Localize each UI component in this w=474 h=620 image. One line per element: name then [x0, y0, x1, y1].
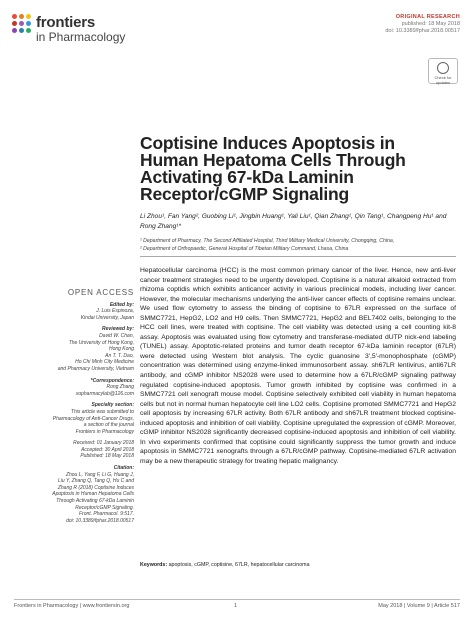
article-title: Coptisine Induces Apoptosis in Human Hepatoma Cells Through Activating 67-kDa Laminin Receptor/cGMP Signaling	[140, 133, 406, 204]
logo-line1: frontiers	[36, 14, 96, 31]
article-type: ORIGINAL RESEARCH	[395, 14, 460, 20]
specialty-section-text: This article was submitted to Pharmacology of Anti-Cancer Drugs, a section of the journal Frontiers in Pharmacology	[52, 408, 134, 435]
keywords	[140, 562, 456, 568]
author-list[interactable]: Li Zhou¹, Fan Yang², Guobing Li¹, Jingbin Huang¹, Yali Liu¹, Qian Zhang¹, Qin Tang¹, Changpeng Hu¹ and Rong Zhang¹*	[140, 213, 447, 230]
logo-line2: in Pharmacology	[36, 30, 126, 44]
reviewed-by-text: David W. Chan, The University of Hong Kong, Hong Kong An T. T. Dao, Ho Chi Minh City Medicine and Pharmacy University, Vietnam	[57, 332, 134, 372]
check-label: Check for updates	[434, 75, 452, 85]
correspondence-block	[38, 378, 134, 398]
affiliation-2: ² Department of Orthopaedic, General Hospital of Tibetan Military Command, Lhasa, China	[140, 245, 349, 252]
citation-text: Zhou L, Yang F, Li G, Huang J, Liu Y, Zhang Q, Tang Q, Hu C and Zhang R (2018) Coptisine Induces Apoptosis in Human Hepatoma Cells Through Activating 67-kDa Laminin Receptor/cGMP Signaling. Front. Pharmacol. 9:517. doi: 10.3389/fphar.2018.00517	[52, 471, 134, 524]
page-number: 1	[234, 603, 238, 609]
reviewed-by-block	[38, 326, 134, 372]
edited-by-text: J. Luis Espinoza, Kindai University, Japan	[80, 308, 134, 321]
abstract-text: Hepatocellular carcinoma (HCC) is the most common primary cancer of the liver. Hence, new anti-liver cancer treatment strategies need to be urgently developed. Coptisine is a natural alkaloid extracted from rhizoma coptidis which exhibits anticancer activity in various preclinical models, including liver cancer. However, the molecular mechanisms underlying the anti-liver cancer effects of coptisine remains unclear. We used flow cytometry to assess the binding of coptisine to 67LR expressed on the surface of SMMC7721, HepG2, LO2 and H9 cells. Then SMMC7721, HepG2 and BEL7402 cells, belonging to the HCC cell lines, were treated with coptisine. The cell viability was detected using a cell counting kit-8 assay. Apoptosis was evaluated using flow cytometry and transferase-mediated dUTP nick-end labeling (TUNEL) assay. Apoptotic-related proteins and tumor death receptor 67-kDa laminin receptor (67LR) were detected using Western blot analysis. The cyclic guanosine 3′,5′-monophosphate (cGMP) concentration was determined using enzyme-linked immunosorbent assay. sh67LR lentivirus, anti67LR antibody, and cGMP inhibitor NS2028 were used to determine how a 67LR/cGMP signaling pathway regulated coptisine-induced apoptosis. Tumor growth inhibited by coptisine was confirmed in a SMMC7721 cell xenograft mouse model. Coptisine selectively exhibited cell viability in human hepatoma cells but not in normal human hepatocyte cell line LO2 cells. Coptisine promoted SMMC7721 and HepG2 cell apoptosis by increasing 67LR activity. Both 67LR antibody and sh67LR treatment blocked coptisine-induced apoptosis and inhibition of cell viability. Coptisine upregulated the expression of cGMP. Moreover, cGMP inhibitor NS2028 significantly decreased coptisine-induced apoptosis and inhibition of cell viability. In vivo experiments confirmed that coptisine could significantly suppress the tumor growth and induce apoptosis in SMMC7721 xenografts through a 67LR/cGMP pathway. Coptisine-mediated 67LR activation may be a new therapeutic strategy for treating hepatic malignancy.	[140, 267, 456, 465]
article-info-sidebar	[38, 290, 134, 529]
correspondence-label: *Correspondence:	[90, 377, 134, 384]
correspondence-text[interactable]: Rong Zhang xopharmacylab@126.com	[75, 384, 134, 397]
reviewed-by-label: Reviewed by:	[102, 326, 134, 333]
specialty-section-label: Specialty section:	[91, 402, 134, 409]
edited-by-label: Edited by:	[109, 301, 134, 308]
article-doi[interactable]: doi: 10.3389/fphar.2018.00517	[385, 28, 460, 34]
keywords-label: Keywords:	[140, 562, 168, 568]
open-access-badge: OPEN ACCESS	[67, 288, 134, 297]
footer-divider	[14, 599, 460, 600]
keywords-list: apoptosis, cGMP, coptisine, 67LR, hepatocellular carcinoma	[168, 562, 310, 568]
citation-block	[38, 465, 134, 524]
published-date: published: 18 May 2018	[401, 21, 460, 27]
affiliations	[140, 238, 450, 253]
refresh-icon	[437, 62, 449, 74]
dates-text: Received: 01 January 2018 Accepted: 30 April 2018 Published: 18 May 2018	[73, 440, 134, 460]
specialty-section-block	[38, 402, 134, 435]
journal-logo[interactable]	[12, 14, 162, 48]
article-meta	[385, 14, 460, 35]
footer-issue: May 2018 | Volume 9 | Article 517	[378, 603, 460, 609]
divider	[140, 256, 456, 257]
frontiers-logo-icon	[12, 14, 32, 38]
footer-journal[interactable]: Frontiers in Pharmacology | www.frontiersin.org	[14, 603, 130, 609]
citation-label: Citation:	[113, 465, 134, 472]
edited-by-block	[38, 302, 134, 322]
affiliation-1: ¹ Department of Pharmacy, The Second Affiliated Hospital, Third Military Medical University, Chongqing, China,	[140, 238, 395, 244]
dates-block	[38, 440, 134, 460]
check-for-updates-button[interactable]	[428, 58, 458, 84]
